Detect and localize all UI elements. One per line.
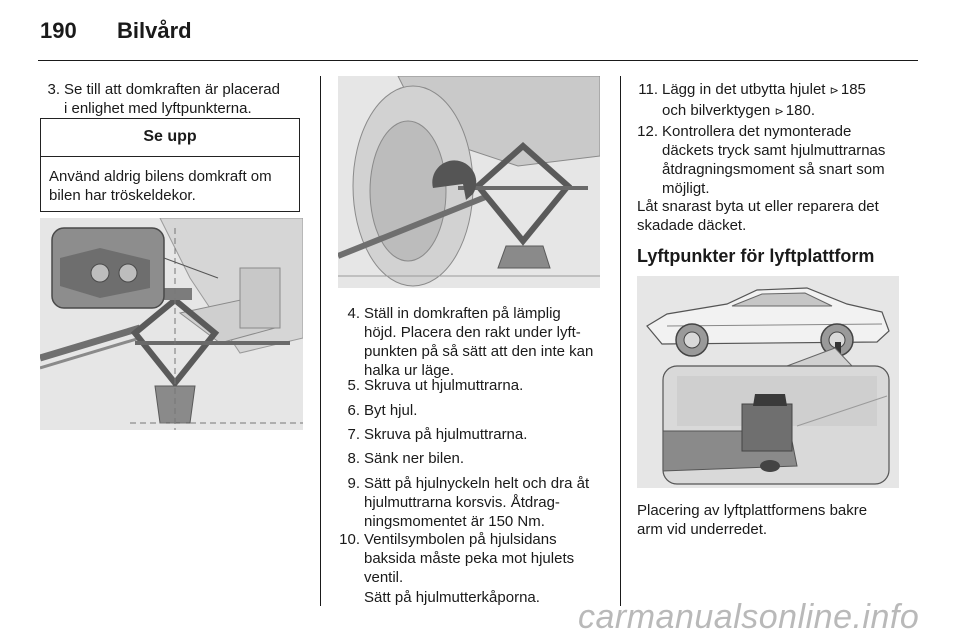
figure-caption: Placering av lyftplattformens bakre arm vid underredet. [637, 502, 868, 538]
step-number: 4. [347, 305, 360, 322]
watermark: carmanualsonline.info [578, 598, 920, 636]
step-text: Kontrollera det nymonterade däckets tryck samt hjulmuttrarnas åtdragningsmoment så snart som möjligt. [662, 123, 886, 197]
column-divider-1 [320, 76, 321, 606]
step-number: 3. [47, 81, 60, 98]
step-number: 7. [347, 426, 360, 443]
page-reference[interactable]: 185 [840, 81, 866, 98]
warning-box [40, 118, 300, 212]
step-number: 6. [347, 402, 360, 419]
header-rule [38, 60, 918, 61]
jack-crank-drawing [338, 76, 600, 288]
page-number: 190 [40, 18, 77, 43]
step-text: Byt hjul. [364, 402, 418, 419]
page-reference[interactable]: 180. [785, 102, 815, 119]
step-number: 8. [347, 450, 360, 467]
step-number: 5. [347, 377, 360, 394]
jack-under-sill-drawing [40, 218, 303, 430]
step-text: Sänk ner bilen. [364, 450, 465, 467]
step-text: Skruva på hjulmuttrarna. [364, 426, 528, 443]
lift-platform-illustration [637, 276, 899, 488]
step-text: Lägg in det utbytta hjulet ⊳ 185 och bilverktygen ⊳ 180. [662, 81, 866, 119]
warning-title: Se upp [41, 119, 299, 157]
step-text: Sätt på hjulnyckeln helt och dra åt hjulmuttrarna korsvis. Åtdrag- ningsmomentet är 150 Nm. [364, 475, 590, 530]
step-number: 12. [637, 123, 658, 140]
jack-crank-illustration [338, 76, 600, 288]
step-number: 11. [638, 81, 658, 98]
step-number: 9. [347, 475, 360, 492]
step-text: Se till att domkraften är placerad i enlighet med lyftpunkterna. [64, 81, 280, 117]
step-number: 10. [339, 531, 360, 548]
page-reference-icon: ⊳ [774, 106, 784, 118]
lift-platform-drawing [637, 276, 899, 488]
warning-text: Använd aldrig bilens domkraft om bilen har tröskeldekor. [49, 168, 272, 204]
step-text: Skruva ut hjulmuttrarna. [364, 377, 524, 394]
jack-under-sill-illustration [40, 218, 303, 430]
page-title: Bilvård [117, 18, 192, 43]
step-text: Ventilsymbolen på hjulsidans baksida måste peka mot hjulets ventil. [364, 531, 575, 586]
repair-paragraph: Låt snarast byta ut eller reparera det skadade däcket. [637, 198, 879, 234]
section-heading: Lyftpunkter för lyftplattform [637, 246, 875, 266]
column-divider-2 [620, 76, 621, 606]
page-reference-icon: ⊳ [829, 85, 839, 97]
step-text: Ställ in domkraften på lämplig höjd. Placera den rakt under lyft- punkten på så sätt att den inte kan halka ur läge. [364, 305, 594, 379]
step-10-note: Sätt på hjulmutterkåporna. [364, 589, 540, 606]
